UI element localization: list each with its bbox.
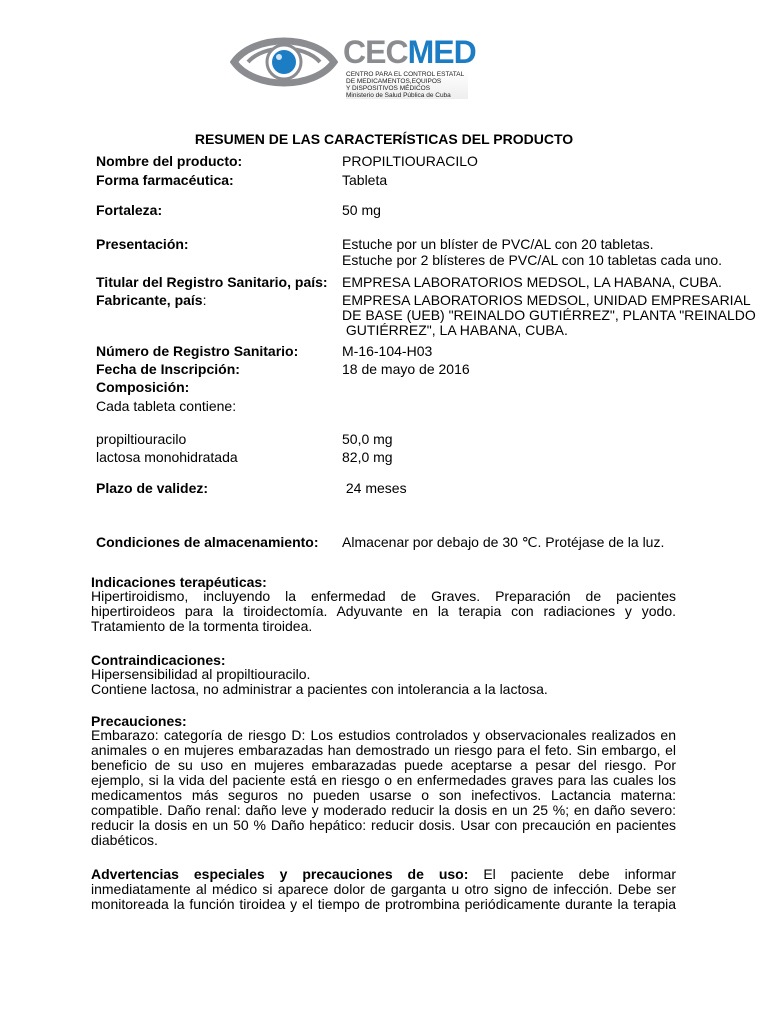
field-label-composicion: Composición: (96, 379, 190, 395)
field-value-fortaleza: 50 mg (342, 202, 381, 218)
text-line: hipertiroideos para la tiroidectomía. Adyuvante en la terapia con radiaciones y yodo. (91, 603, 676, 619)
text-line: Hipertiroidismo, incluyendo la enfermedad de Graves. Preparación de pacientes (91, 588, 676, 604)
text-line: compatible. Daño renal: daño leve y moderado reducir la dosis en un 25 %; en daño severo: (91, 802, 676, 818)
field-label-forma: Forma farmacéutica: (96, 172, 234, 188)
field-label-titular: Titular del Registro Sanitario, país: (96, 274, 328, 290)
field-value-nombre: PROPILTIOURACILO (342, 153, 478, 169)
ingredient-amount: 50,0 mg (342, 431, 393, 447)
field-value-fabricante-1: EMPRESA LABORATORIOS MEDSOL, UNIDAD EMPRESARIAL (342, 292, 751, 308)
logo-wordmark: CECMED (343, 34, 476, 70)
text-line: Contiene lactosa, no administrar a pacientes con intolerancia a la lactosa. (91, 681, 548, 697)
field-label-presentacion: Presentación: (96, 236, 189, 252)
field-value-presentacion-2: Estuche por 2 blísteres de PVC/AL con 10 tabletas cada uno. (342, 252, 723, 268)
text-line: ejemplo, si la vida del paciente está en riesgo o en enfermedades graves para las cuales los (91, 772, 676, 788)
field-value-condiciones: Almacenar por debajo de 30 ℃. Protéjase de la luz. (342, 534, 665, 550)
section-heading-precauciones: Precauciones: (91, 713, 187, 729)
document-title: RESUMEN DE LAS CARACTERÍSTICAS DEL PRODUCTO (194, 131, 574, 147)
field-label-numero: Número de Registro Sanitario: (96, 343, 299, 359)
logo-subtitle: CENTRO PARA EL CONTROL ESTATAL DE MEDICAMENTOS,EQUIPOS Y DISPOSITIVOS MÉDICOS Ministerio de Salud Pública de Cuba (346, 71, 468, 99)
field-value-fabricante-2: DE BASE (UEB) "REINALDO GUTIÉRREZ", PLANTA "REINALDO (342, 307, 756, 323)
text-line: Advertencias especiales y precauciones de uso: El paciente debe informar (91, 866, 676, 882)
field-value-fecha: 18 de mayo de 2016 (342, 361, 470, 377)
section-heading-indicaciones: Indicaciones terapéuticas: (91, 574, 267, 590)
field-label-nombre: Nombre del producto: (96, 153, 243, 169)
text-line: monitoreada la función tiroidea y el tiempo de protrombina periódicamente durante la terapia (91, 896, 676, 912)
ingredient-name: propiltiouracilo (96, 431, 187, 447)
section-heading-advertencias: Advertencias especiales y precauciones de uso: (91, 866, 469, 882)
text-line: Tratamiento de la tormenta tiroidea. (91, 618, 313, 634)
field-label-condiciones: Condiciones de almacenamiento: (96, 534, 319, 550)
section-body-indicaciones (91, 589, 676, 634)
field-label-fabricante: Fabricante, país: (96, 292, 207, 308)
section-body-advertencias (91, 867, 676, 912)
ingredient-amount: 82,0 mg (342, 449, 393, 465)
field-value-forma: Tableta (342, 172, 388, 188)
field-value-numero: M-16-104-H03 (342, 343, 433, 359)
field-label-fortaleza: Fortaleza: (96, 202, 163, 218)
section-body-precauciones (91, 728, 676, 848)
field-value-titular: EMPRESA LABORATORIOS MEDSOL, LA HABANA, CUBA. (342, 274, 722, 290)
text-line: Embarazo: categoría de riesgo D: Los estudios controlados y observacionales realizados en (91, 727, 676, 743)
field-label-plazo: Plazo de validez: (96, 480, 209, 496)
field-value-fabricante-3: GUTIÉRREZ", LA HABANA, CUBA. (342, 322, 568, 338)
field-value-plazo: 24 meses (342, 480, 407, 496)
text-line: reducir la dosis en un 50 % Daño hepático: reducir dosis. Usar con precaución en pacientes (91, 817, 676, 833)
text-line: medicamentos más seguros no pueden usarse o son inefectivos. Lactancia materna: (91, 787, 676, 803)
text-line: inmediatamente al médico si aparece dolor de garganta u otro signo de infección. Debe ser (91, 881, 676, 897)
text-line: animales o en mujeres embarazadas han demostrado un riesgo para el feto. Sin embargo, el (91, 742, 676, 758)
cecmed-logo (230, 28, 510, 98)
section-body-contraindicaciones (91, 667, 676, 697)
ingredient-name: lactosa monohidratada (96, 449, 238, 465)
field-value-presentacion-1: Estuche por un blíster de PVC/AL con 20 tabletas. (342, 236, 654, 252)
text-line: Hipersensibilidad al propiltiouracilo. (91, 666, 311, 682)
section-heading-contraindicaciones: Contraindicaciones: (91, 652, 226, 668)
text-line: diabéticos. (91, 832, 158, 848)
eye-icon (230, 30, 338, 94)
composicion-intro: Cada tableta contiene: (96, 398, 237, 414)
field-label-fecha: Fecha de Inscripción: (96, 361, 240, 377)
text-line: beneficio de su uso en mujeres embarazadas puede aceptarse a pesar del riesgo. Por (91, 757, 676, 773)
